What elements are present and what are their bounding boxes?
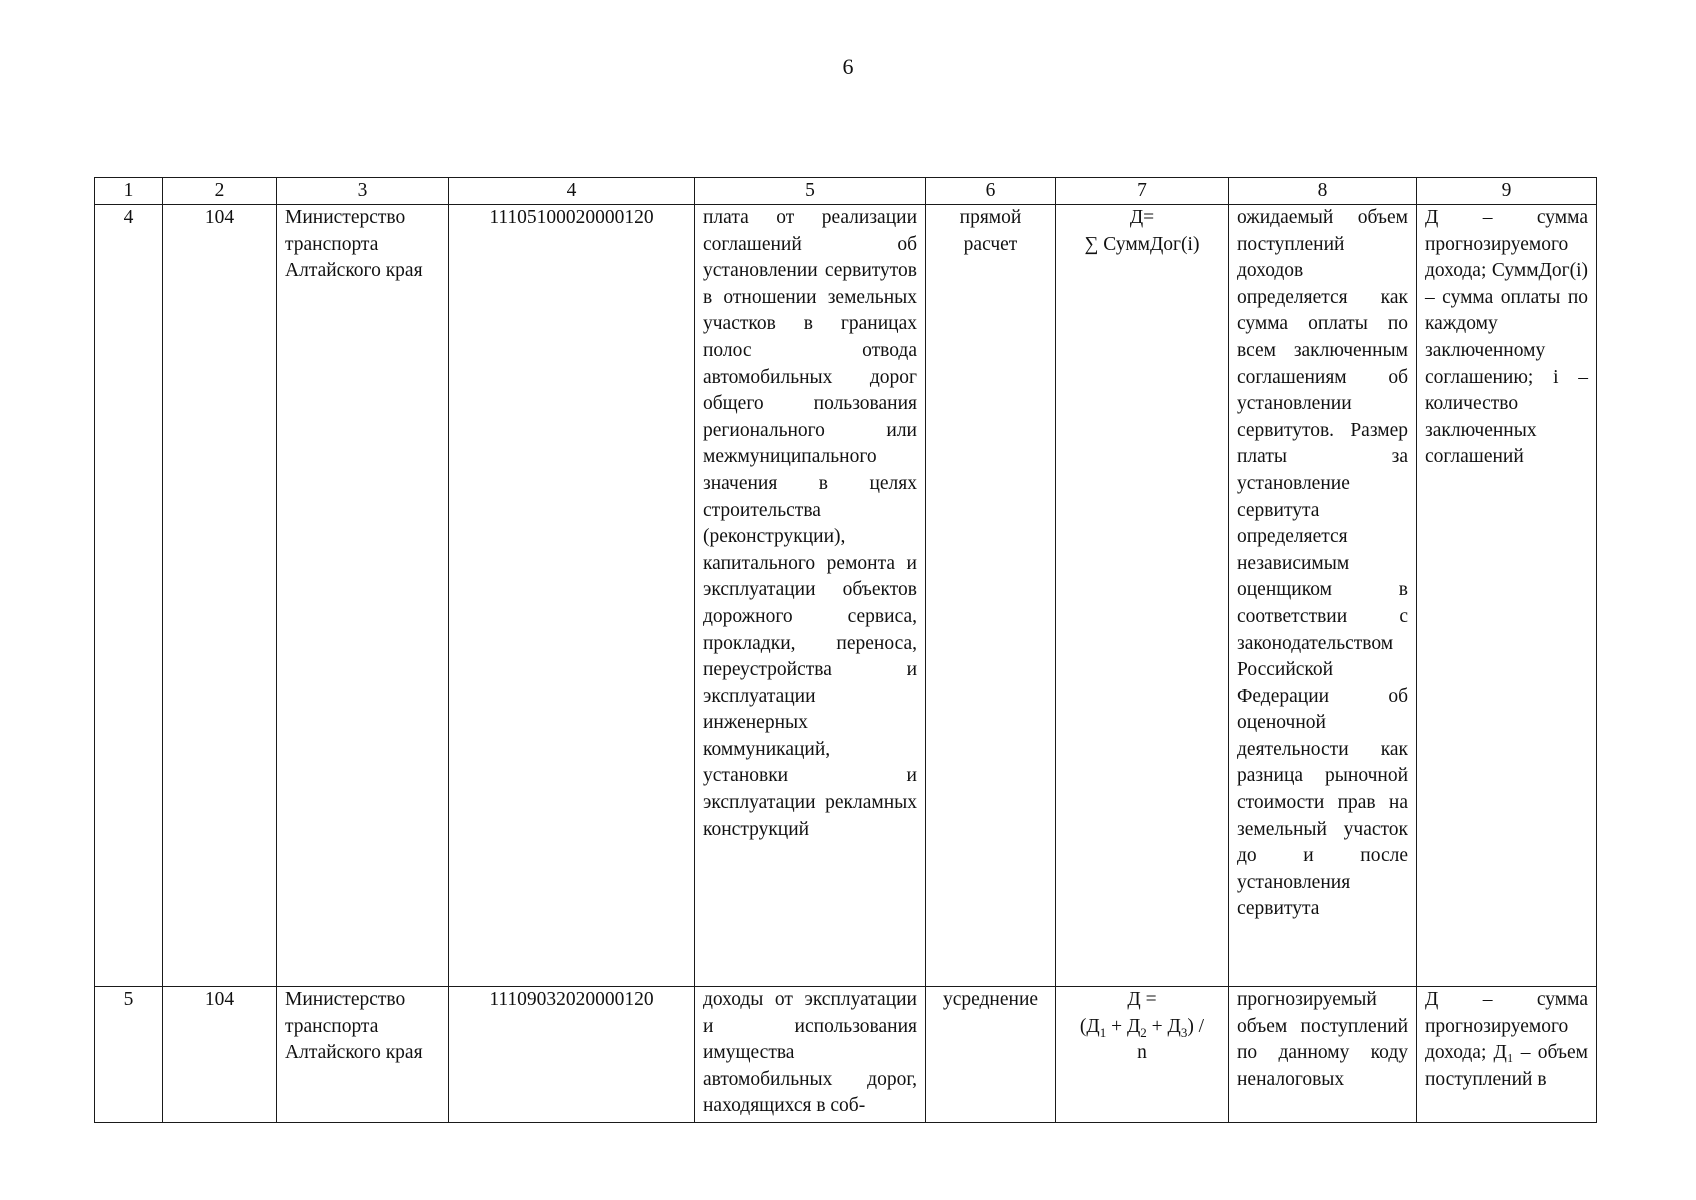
budget-classification-code: 11105100020000120 (449, 205, 695, 987)
column-number: 9 (1417, 178, 1597, 205)
formula-term: Д (1126, 1015, 1141, 1037)
table-row (95, 987, 1597, 1123)
row-number: 4 (95, 205, 163, 987)
formula (1056, 205, 1229, 987)
column-number: 2 (163, 178, 277, 205)
column-number-row (95, 178, 1597, 205)
formula-line: Д = (1127, 989, 1157, 1010)
row-number: 5 (95, 987, 163, 1123)
administrator-name: Министерство транспорта Алтайского края (277, 987, 449, 1123)
formula (1056, 987, 1229, 1123)
table-row (95, 205, 1597, 987)
page-number: 6 (842, 54, 854, 79)
calculation-algorithm: ожидаемый объем поступлений доходов определяется как сумма оплаты по всем заключенным соглашениям об установлении сервитутов. Размер платы за установление сервитута определяется независимым оценщиком в соответствии с законодательством Российской Федерации об оценочной деятельности как разница рыночной стоимости прав на земельный участок до и после установления сервитута (1229, 205, 1417, 987)
column-number: 6 (926, 178, 1056, 205)
formula-line: Д= (1129, 207, 1155, 228)
calculation-method: прямой расчет (926, 205, 1056, 987)
formula-subscript: 1 (1099, 1024, 1107, 1040)
administrator-name: Министерство транспорта Алтайского края (277, 205, 449, 987)
column-number: 3 (277, 178, 449, 205)
column-number: 8 (1229, 178, 1417, 205)
formula-term: Д (1086, 1015, 1100, 1037)
formula-sum-line: $(Д_1 + Д_2 + Д_3)$ / (1079, 1015, 1205, 1040)
column-number: 5 (695, 178, 926, 205)
budget-classification-code: 11109032020000120 (449, 987, 695, 1123)
formula-subscript: 2 (1140, 1024, 1147, 1040)
admin-code: 104 (163, 987, 277, 1123)
admin-code: 104 (163, 205, 277, 987)
formula-subscript: 3 (1180, 1024, 1188, 1040)
revenue-forecast-table (94, 177, 1597, 1123)
formula-line: ∑ СуммДог(i) (1084, 233, 1200, 255)
column-number: 7 (1056, 178, 1229, 205)
revenue-name: плата от реализации соглашений об установлении сервитутов в отношении земельных участков в границах полос отвода автомобильных дорог общего пользования регионального или межмуниципального значения в целях строительства (реконструкции), капитального ремонта и эксплуатации объектов дорожного сервиса, прокладки, переноса, переустройства и эксплуатации инженерных коммуникаций, установки и эксплуатации рекламных конструкций (695, 205, 926, 987)
revenue-name: доходы от эксплуатации и использования имущества автомобильных дорог, находящихся в соб- (695, 987, 926, 1123)
indicator-notes: Д – сумма прогнозируемого дохода; СуммДог(i) – сумма оплаты по каждому заключенному соглашению; i – количество заключенных соглашений (1417, 205, 1597, 987)
formula-term: Д (1167, 1015, 1181, 1037)
calculation-method: усреднение (926, 987, 1056, 1123)
formula-divisor: n (1137, 1042, 1147, 1064)
indicator-notes: Д – сумма прогнозируемого дохода; Д₁ – объем поступлений в (1417, 987, 1597, 1123)
column-number: 4 (449, 178, 695, 205)
calculation-algorithm: прогнозируемый объем поступлений по данному коду неналоговых (1229, 987, 1417, 1123)
column-number: 1 (95, 178, 163, 205)
